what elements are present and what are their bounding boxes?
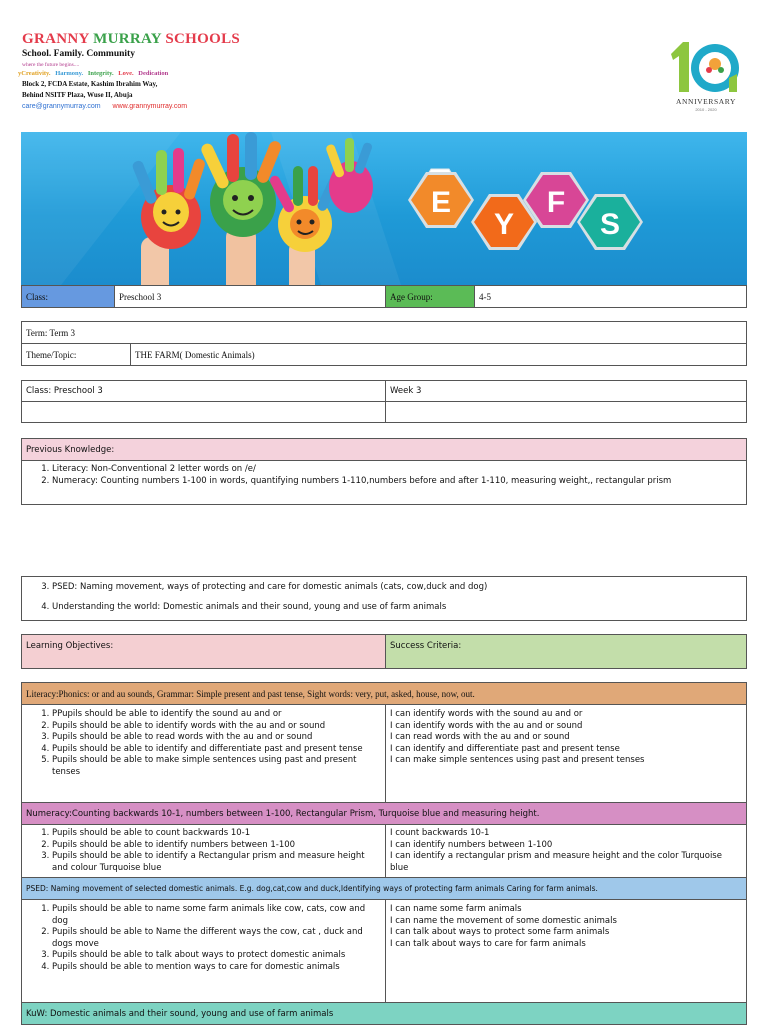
psed-objectives (22, 900, 386, 1003)
value-harmony: Harmony. (55, 70, 84, 77)
class-preschool-text: Class: Preschool 3 (22, 381, 386, 402)
class-label: Class: (22, 286, 115, 308)
school-slogan: School. Family. Community (22, 49, 135, 59)
value-integrity: Integrity. (87, 70, 114, 77)
term-theme-table (21, 321, 747, 366)
school-name-word-1: GRANNY (22, 31, 90, 47)
anniversary-years: 2010 - 2020 (695, 107, 717, 112)
school-name-word-2: MURRAY (93, 31, 162, 47)
numeracy-objectives (22, 825, 386, 878)
list-item: 3. Pupils should be able to identify a Rectangular prism and measure height and colour Turquoise blue (52, 851, 381, 874)
numeracy-criteria (386, 825, 747, 878)
school-name (22, 31, 240, 48)
list-item: 1. Pupils should be able to count backwards 10-1 (52, 828, 381, 840)
class-value: Preschool 3 (115, 286, 386, 308)
psed-criteria (386, 900, 747, 1003)
list-item: 3. Pupils should be able to read words with the au and or sound (52, 732, 381, 744)
list-item: I can identify a rectangular prism and measure height and the color Turquoise blue (390, 851, 722, 873)
banner-illustration (21, 132, 747, 285)
theme-label: Theme/Topic: (22, 344, 131, 366)
eyfs-logo (408, 169, 643, 250)
term-text: Term: Term 3 (22, 322, 747, 344)
email-link[interactable]: care@grannymurray.com (22, 103, 101, 110)
previous-knowledge-items-continued (22, 577, 747, 621)
week-text: Week 3 (386, 381, 747, 402)
list-item: I can identify words with the au and or sound (390, 720, 583, 731)
eyfs-banner (21, 132, 747, 285)
class-age-table (21, 285, 747, 308)
list-item: 3. Pupils should be able to talk about ways to protect domestic animals (52, 950, 381, 962)
value-creativity: yCreativity. (18, 70, 51, 77)
learning-objectives-label: Learning Objectives: (22, 635, 386, 669)
eyfs-letter-y: Y (493, 208, 515, 241)
age-group-value: 4-5 (475, 286, 747, 308)
objectives-header-table (21, 634, 747, 669)
previous-knowledge-table (21, 438, 747, 505)
list-item: 2. Numeracy: Counting numbers 1-100 in words, quantifying numbers 1-110,numbers before and after 1-110, measuring weight,, rectangular prism (52, 476, 742, 488)
tagline: where the future begins.... (22, 62, 80, 68)
list-item: 1. Literacy: Non-Conventional 2 letter words on /e/ (52, 464, 742, 476)
literacy-header: Literacy:Phonics: or and au sounds, Grammar: Simple present and past tense, Sight words: very, put, asked, house, now, out. (22, 683, 747, 705)
value-love: Love. (118, 70, 134, 77)
list-item: 2. Pupils should be able to Name the different ways the cow, cat , duck and dogs move (52, 927, 381, 950)
address-line-2: Behind NSITF Plaza, Wuse II, Abuja (22, 91, 133, 99)
objectives-table (21, 682, 747, 1025)
list-item: I can talk about ways to care for farm animals (390, 938, 586, 949)
list-item: 4. Understanding the world: Domestic animals and their sound, young and use of farm animals (52, 602, 742, 614)
age-group-label: Age Group: (386, 286, 475, 308)
list-item: I can make simple sentences using past and present tenses (390, 755, 645, 765)
list-item: 4. Pupils should be able to identify and differentiate past and present tense (52, 744, 381, 756)
empty-cell (386, 402, 747, 423)
list-item: 2. Pupils should be able to identify numbers between 1-100 (52, 840, 381, 852)
eyfs-letter-f: F (546, 186, 566, 219)
school-name-word-3: SCHOOLS (165, 31, 241, 47)
list-item: I can identify numbers between 1-100 (390, 839, 553, 850)
list-item: I can identify and differentiate past and present tense (390, 743, 620, 754)
painted-hand-icon (199, 132, 282, 237)
list-item: I can identify words with the sound au and or (390, 709, 583, 719)
list-item: 3. PSED: Naming movement, ways of protecting and care for domestic animals (cats, cow,duck and dog) (52, 582, 742, 594)
painted-hand-icon (131, 148, 206, 249)
eyfs-letter-e: E (430, 186, 452, 219)
previous-knowledge-continued-table (21, 576, 747, 621)
list-item: I can name the movement of some domestic animals (390, 915, 617, 926)
core-values (18, 70, 171, 77)
class-week-table (21, 380, 747, 423)
theme-value: THE FARM( Domestic Animals) (131, 344, 747, 366)
kuw-header: KuW: Domestic animals and their sound, young and use of farm animals (22, 1003, 747, 1025)
list-item: 5. Pupils should be able to make simple sentences using past and present tenses (52, 755, 381, 778)
empty-cell (22, 402, 386, 423)
eyfs-letter-s: S (599, 208, 621, 241)
literacy-objectives (22, 705, 386, 803)
list-item: I can name some farm animals (390, 904, 522, 914)
list-item: I count backwards 10-1 (390, 828, 490, 838)
previous-knowledge-items (22, 461, 747, 505)
list-item: I can talk about ways to protect some farm animals (390, 927, 610, 937)
list-item: 2. Pupils should be able to identify words with the au and or sound (52, 721, 381, 733)
psed-header: PSED: Naming movement of selected domestic animals. E.g. dog,cat,cow and duck,Identifying ways of protecting farm animals Caring for farm animals. (22, 878, 747, 900)
list-item: 1. PPupils should be able to identify the sound au and or (52, 709, 381, 721)
literacy-criteria (386, 705, 747, 803)
anniversary-label: ANNIVERSARY (676, 97, 736, 106)
success-criteria-label: Success Criteria: (386, 635, 747, 669)
address-line-1: Block 2, FCDA Estate, Kashim Ibrahim Way, (22, 80, 158, 88)
website-link[interactable]: www.grannymurray.com (112, 103, 188, 110)
numeracy-header: Numeracy:Counting backwards 10-1, numbers between 1-100, Rectangular Prism, Turquoise blue and measuring height. (22, 803, 747, 825)
list-item: 4. Pupils should be able to mention ways to care for domestic animals (52, 962, 381, 974)
list-item: I can read words with the au and or sound (390, 732, 570, 742)
list-item: 1. Pupils should be able to name some farm animals like cow, cats, cow and dog (52, 904, 381, 927)
previous-knowledge-label: Previous Knowledge: (22, 439, 747, 461)
contact-line (22, 103, 187, 110)
value-dedication: Dedication (138, 70, 169, 77)
